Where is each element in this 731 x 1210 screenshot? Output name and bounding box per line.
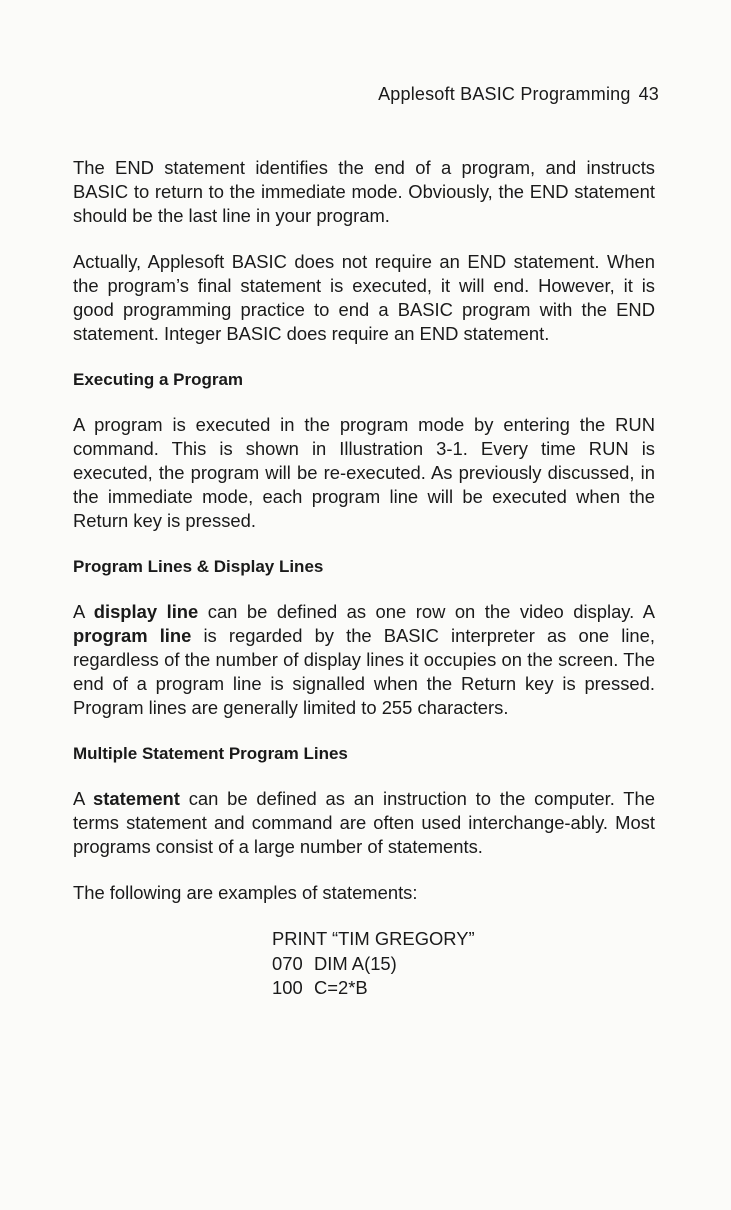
code-example [272,927,655,1001]
heading-multiple-statement: Multiple Statement Program Lines [73,744,348,763]
line-number: 070 [272,952,303,974]
code-statement: C=2*B [314,977,368,998]
code-line [272,976,655,1001]
text-segment: can be defined as one row on the video display. A [198,601,655,622]
code-line [272,952,655,977]
running-header [378,84,659,105]
line-number: 100 [272,977,303,998]
page-number: 43 [638,84,659,104]
paragraph-run-command: A program is executed in the program mode by entering the RUN command. This is shown in Illustration 3-1. Every time RUN is executed, the program will be re-executed. As previously discussed, in the immediate mode, each program line will be executed when the Return key is pressed. [73,414,655,531]
paragraph-statement [73,787,655,859]
paragraph-end-statement: The END statement identifies the end of a program, and instructs BASIC to return to the immediate mode. Obviously, the END statement should be the last line in your program. [73,157,655,226]
text-segment: is regarded by the BASIC interpreter as one line, regardless of the number of display lines it occupies on the screen. The end of a program line is signalled when the Return key is pressed. Program lines are generally limited to 255 characters. [73,625,655,718]
paragraph-applesoft-end: Actually, Applesoft BASIC does not require an END statement. When the program’s final statement is executed, it will end. However, it is good programming practice to end a BASIC program with the END statement. Integer BASIC does require an END statement. [73,251,655,344]
term-display-line: display line [93,601,199,622]
code-line: PRINT “TIM GREGORY” [272,928,475,949]
paragraph-display-line [73,600,655,720]
text-segment: can be defined as an instruction to the computer. The terms statement and command are often used interchange-ably. Most programs consist of a large number of statements. [73,788,655,857]
heading-program-lines: Program Lines & Display Lines [73,557,324,576]
code-statement: DIM A(15) [314,952,397,974]
header-title: Applesoft BASIC Programming [378,84,631,104]
text-segment: A [73,788,94,809]
term-program-line: program line [73,625,192,646]
paragraph-examples-intro: The following are examples of statements: [73,882,418,903]
text-segment: A [73,601,94,622]
term-statement: statement [93,788,180,809]
heading-executing-program: Executing a Program [73,370,244,389]
page-body [73,156,655,1001]
